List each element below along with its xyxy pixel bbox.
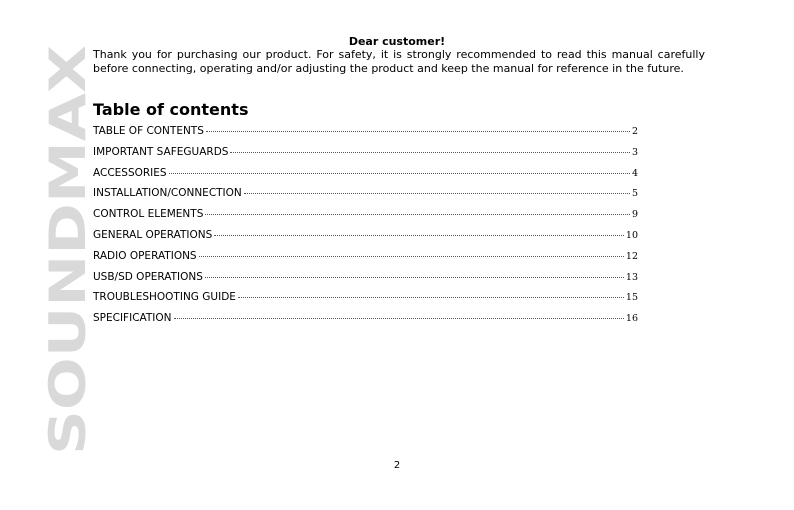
toc-entry-label: ACCESSORIES [93, 166, 167, 179]
brand-logo-text: SOUNDMAX [39, 125, 97, 455]
toc-entry-label: USB/SD OPERATIONS [93, 270, 203, 283]
toc-entry-label: SPECIFICATION [93, 312, 172, 325]
toc-entry[interactable] [93, 146, 638, 167]
intro-line-1: Thank you for purchasing our product. For safety, it is strongly recommended to read this manual carefully [93, 48, 705, 61]
greeting-heading: Dear customer! [348, 35, 446, 48]
toc-entry-page: 9 [631, 209, 638, 221]
toc-dot-leader [205, 214, 630, 215]
toc-entry-page: 12 [625, 250, 638, 262]
toc-entry-page: 10 [625, 229, 638, 241]
toc-entry-label: TROUBLESHOOTING GUIDE [93, 291, 236, 304]
intro-paragraph [93, 48, 705, 76]
toc-entry[interactable] [93, 167, 638, 188]
toc-entry[interactable] [93, 208, 638, 229]
toc-dot-leader [205, 277, 624, 278]
toc-dot-leader [230, 152, 630, 153]
toc-entry[interactable] [93, 250, 638, 271]
page-number: 2 [393, 460, 401, 471]
toc-entry-page: 5 [631, 188, 638, 200]
toc-title: Table of contents [93, 100, 249, 119]
toc-dot-leader [199, 256, 624, 257]
toc-entry-page: 16 [625, 313, 638, 325]
toc-entry-page: 15 [625, 292, 638, 304]
brand-logo-vertical [39, 40, 97, 460]
toc-entry-page: 13 [625, 271, 638, 283]
toc-dot-leader [169, 173, 630, 174]
toc-entry[interactable] [93, 312, 638, 333]
toc-entry-label: INSTALLATION/CONNECTION [93, 187, 242, 200]
toc-entry[interactable] [93, 229, 638, 250]
toc-entry-label: GENERAL OPERATIONS [93, 228, 213, 241]
toc-entry-page: 3 [631, 146, 638, 158]
toc-entry-label: TABLE OF CONTENTS [93, 125, 204, 137]
toc-entry[interactable] [93, 271, 638, 292]
toc-dot-leader [206, 131, 630, 132]
toc-dot-leader [238, 297, 624, 298]
toc-entry-label: RADIO OPERATIONS [93, 249, 197, 262]
toc-entry[interactable] [93, 291, 638, 312]
toc-entry-page: 4 [631, 167, 638, 179]
toc-entry[interactable] [93, 125, 638, 146]
toc-entry[interactable] [93, 187, 638, 208]
toc-dot-leader [174, 318, 624, 319]
toc-entry-label: CONTROL ELEMENTS [93, 208, 204, 221]
toc-dot-leader [214, 235, 624, 236]
toc-entry-page: 2 [631, 126, 638, 137]
toc-entry-label: IMPORTANT SAFEGUARDS [93, 145, 229, 158]
intro-line-2: before connecting, operating and/or adjusting the product and keep the manual for reference in the future. [93, 62, 684, 75]
table-of-contents [93, 125, 638, 333]
toc-dot-leader [244, 193, 630, 194]
